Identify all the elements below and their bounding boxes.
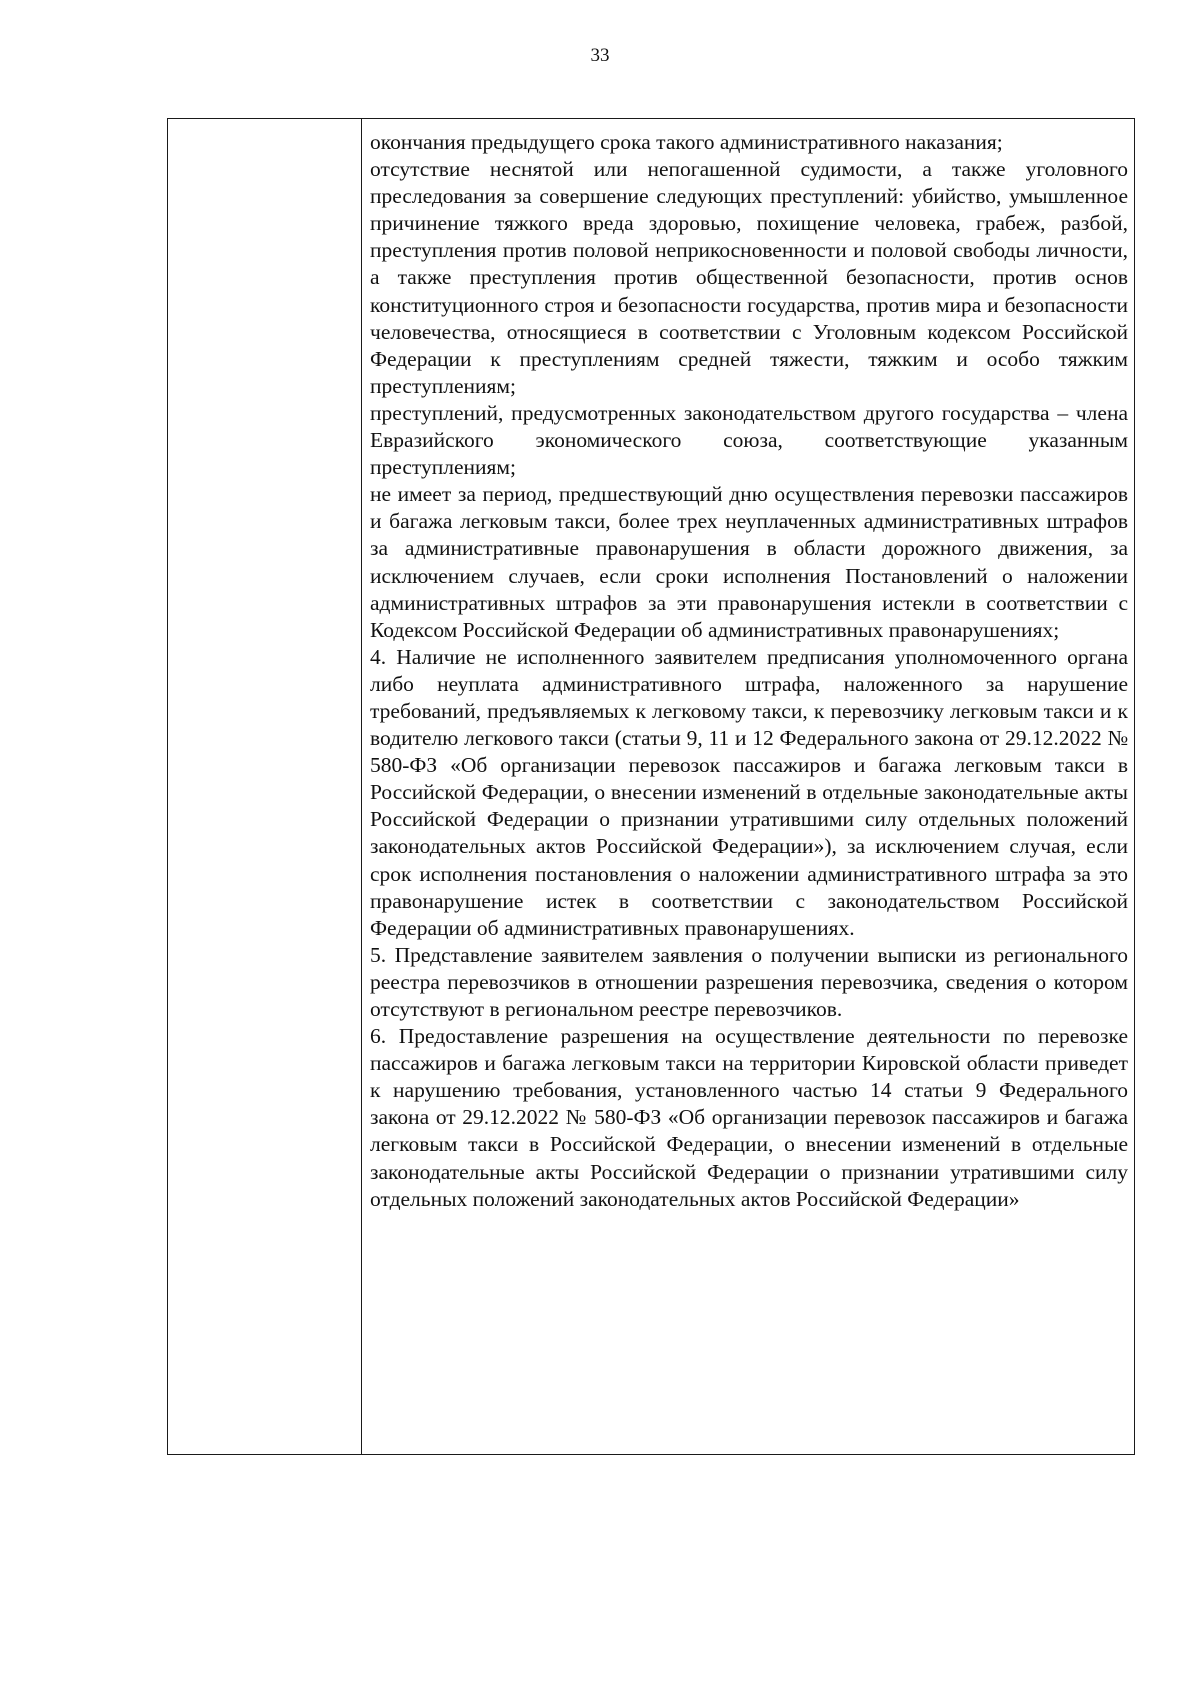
table-left-cell	[168, 119, 362, 1454]
paragraph-item-4: 4. Наличие не исполненного заявителем предписания уполномоченного органа либо неуплата административного штрафа, наложенного за нарушение требований, предъявляемых к легковому такси, к перевозчику легковым такси и к водителю легкового такси (статьи 9, 11 и 12 Федерального закона от 29.12.2022 № 580-ФЗ «Об организации перевозок пассажиров и багажа легковым такси в Российской Федерации, о внесении изменений в отдельные законодательные акты Российской Федерации о признании утратившими силу отдельных положений законодательных актов Российской Федерации»), за исключением случая, если срок исполнения постановления о наложении административного штрафа за это правонарушение истек в соответствии с законодательством Российской Федерации об административных правонарушениях.	[370, 644, 1128, 940]
paragraph-previous-term-end: окончания предыдущего срока такого административного наказания;	[370, 130, 1003, 154]
table-right-cell	[362, 119, 1134, 1454]
page-number: 33	[590, 45, 610, 66]
paragraph-item-5: 5. Представление заявителем заявления о получении выписки из регионального реестра перевозчиков в отношении разрешения перевозчика, сведения о котором отсутствуют в региональном реестре перевозчиков.	[370, 942, 1128, 1021]
paragraph-unpaid-fines: не имеет за период, предшествующий дню осуществления перевозки пассажиров и багажа легковым такси, более трех неуплаченных административных штрафов за административные правонарушения в области дорожного движения, за исключением случаев, если сроки исполнения Постановлений о наложении административных штрафов за эти правонарушения истекли в соответствии с Кодексом Российской Федерации об административных правонарушениях;	[370, 482, 1128, 642]
paragraph-eaeu-crimes: преступлений, предусмотренных законодательством другого государства – члена Евразийского экономического союза, соответствующие указанным преступлениям;	[370, 400, 1128, 480]
paragraph-item-6: 6. Предоставление разрешения на осуществление деятельности по перевозке пассажиров и багажа легковым такси на территории Кировской области приведет к нарушению требования, установленного частью 14 статьи 9 Федерального закона от 29.12.2022 № 580-ФЗ «Об организации перевозок пассажиров и багажа легковым такси в Российской Федерации, о внесении изменений в отдельные законодательные акты Российской Федерации о признании утратившими силу отдельных положений законодательных актов Российской Федерации»	[370, 1024, 1128, 1211]
document-table	[167, 118, 1135, 1455]
paragraph-no-criminal-record: отсутствие неснятой или непогашенной судимости, а также уголовного преследования за совершение следующих преступлений: убийство, умышленное причинение тяжкого вреда здоровью, похищение человека, грабеж, разбой, преступления против половой неприкосновенности и половой свободы личности, а также преступления против общественной безопасности, против основ конституционного строя и безопасности государства, против мира и безопасности человечества, относящиеся в соответствии с Уголовным кодексом Российской Федерации к преступлениям средней тяжести, тяжким и особо тяжким преступлениям;	[370, 157, 1128, 398]
